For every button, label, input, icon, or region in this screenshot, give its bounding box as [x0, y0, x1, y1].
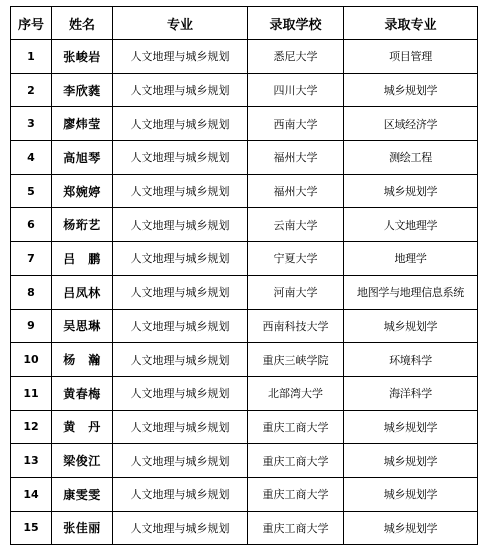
- cell-major: 人文地理与城乡规划: [113, 107, 248, 141]
- cell-no: 5: [11, 174, 52, 208]
- cell-admitted-major: 项目管理: [344, 40, 478, 74]
- cell-name: 吴思琳: [52, 309, 113, 343]
- table-row: [11, 174, 478, 208]
- cell-name: 李欣蕤: [52, 73, 113, 107]
- cell-school: 西南大学: [248, 107, 344, 141]
- header-row: [11, 7, 478, 40]
- header-admitted-major: 录取专业: [344, 7, 478, 40]
- header-name: 姓名: [52, 7, 113, 40]
- cell-major: 人文地理与城乡规划: [113, 376, 248, 410]
- cell-school: 重庆工商大学: [248, 511, 344, 545]
- cell-admitted-major: 城乡规划学: [344, 477, 478, 511]
- table-row: [11, 242, 478, 276]
- cell-no: 3: [11, 107, 52, 141]
- cell-school: 河南大学: [248, 275, 344, 309]
- cell-school: 重庆三峡学院: [248, 343, 344, 377]
- cell-school: 云南大学: [248, 208, 344, 242]
- table-row: [11, 107, 478, 141]
- cell-school: 悉尼大学: [248, 40, 344, 74]
- cell-major: 人文地理与城乡规划: [113, 275, 248, 309]
- table-row: [11, 477, 478, 511]
- cell-name: 康雯雯: [52, 477, 113, 511]
- cell-no: 14: [11, 477, 52, 511]
- cell-no: 4: [11, 141, 52, 175]
- table-row: [11, 410, 478, 444]
- cell-admitted-major: 城乡规划学: [344, 410, 478, 444]
- cell-no: 12: [11, 410, 52, 444]
- table-row: [11, 141, 478, 175]
- cell-name: 张佳丽: [52, 511, 113, 545]
- cell-admitted-major: 城乡规划学: [344, 174, 478, 208]
- cell-name: 高旭琴: [52, 141, 113, 175]
- cell-admitted-major: 人文地理学: [344, 208, 478, 242]
- cell-admitted-major: 城乡规划学: [344, 309, 478, 343]
- table-row: [11, 275, 478, 309]
- cell-admitted-major: 海洋科学: [344, 376, 478, 410]
- cell-major: 人文地理与城乡规划: [113, 141, 248, 175]
- cell-major: 人文地理与城乡规划: [113, 242, 248, 276]
- cell-major: 人文地理与城乡规划: [113, 444, 248, 478]
- cell-no: 9: [11, 309, 52, 343]
- cell-name: 吕 鹏: [52, 242, 113, 276]
- cell-admitted-major: 城乡规划学: [344, 73, 478, 107]
- cell-name: 廖炜莹: [52, 107, 113, 141]
- cell-name: 吕凤林: [52, 275, 113, 309]
- cell-no: 15: [11, 511, 52, 545]
- cell-name: 杨珩艺: [52, 208, 113, 242]
- cell-major: 人文地理与城乡规划: [113, 477, 248, 511]
- header-no: 序号: [11, 7, 52, 40]
- cell-school: 四川大学: [248, 73, 344, 107]
- table-row: [11, 376, 478, 410]
- cell-admitted-major: 区域经济学: [344, 107, 478, 141]
- cell-admitted-major: 城乡规划学: [344, 444, 478, 478]
- cell-no: 8: [11, 275, 52, 309]
- table-row: [11, 208, 478, 242]
- table-row: [11, 343, 478, 377]
- table-row: [11, 40, 478, 74]
- cell-admitted-major: 城乡规划学: [344, 511, 478, 545]
- cell-school: 福州大学: [248, 141, 344, 175]
- cell-no: 1: [11, 40, 52, 74]
- cell-school: 宁夏大学: [248, 242, 344, 276]
- cell-admitted-major: 地图学与地理信息系统: [344, 275, 478, 309]
- cell-school: 北部湾大学: [248, 376, 344, 410]
- cell-no: 13: [11, 444, 52, 478]
- cell-name: 黄 丹: [52, 410, 113, 444]
- cell-name: 杨 瀚: [52, 343, 113, 377]
- table-row: [11, 511, 478, 545]
- table-row: [11, 309, 478, 343]
- admission-table: [10, 6, 478, 545]
- cell-no: 11: [11, 376, 52, 410]
- cell-no: 7: [11, 242, 52, 276]
- header-admitted-school: 录取学校: [248, 7, 344, 40]
- cell-name: 张峻岩: [52, 40, 113, 74]
- cell-admitted-major: 环境科学: [344, 343, 478, 377]
- cell-admitted-major: 地理学: [344, 242, 478, 276]
- cell-school: 西南科技大学: [248, 309, 344, 343]
- cell-major: 人文地理与城乡规划: [113, 410, 248, 444]
- cell-school: 福州大学: [248, 174, 344, 208]
- cell-no: 2: [11, 73, 52, 107]
- header-major: 专业: [113, 7, 248, 40]
- cell-major: 人文地理与城乡规划: [113, 309, 248, 343]
- cell-major: 人文地理与城乡规划: [113, 208, 248, 242]
- table-row: [11, 73, 478, 107]
- cell-no: 6: [11, 208, 52, 242]
- cell-name: 梁俊江: [52, 444, 113, 478]
- cell-name: 郑婉婷: [52, 174, 113, 208]
- cell-school: 重庆工商大学: [248, 477, 344, 511]
- cell-major: 人文地理与城乡规划: [113, 343, 248, 377]
- cell-admitted-major: 测绘工程: [344, 141, 478, 175]
- cell-school: 重庆工商大学: [248, 444, 344, 478]
- cell-name: 黄春梅: [52, 376, 113, 410]
- cell-no: 10: [11, 343, 52, 377]
- cell-school: 重庆工商大学: [248, 410, 344, 444]
- cell-major: 人文地理与城乡规划: [113, 511, 248, 545]
- cell-major: 人文地理与城乡规划: [113, 174, 248, 208]
- admission-list: [10, 6, 478, 545]
- cell-major: 人文地理与城乡规划: [113, 40, 248, 74]
- table-row: [11, 444, 478, 478]
- cell-major: 人文地理与城乡规划: [113, 73, 248, 107]
